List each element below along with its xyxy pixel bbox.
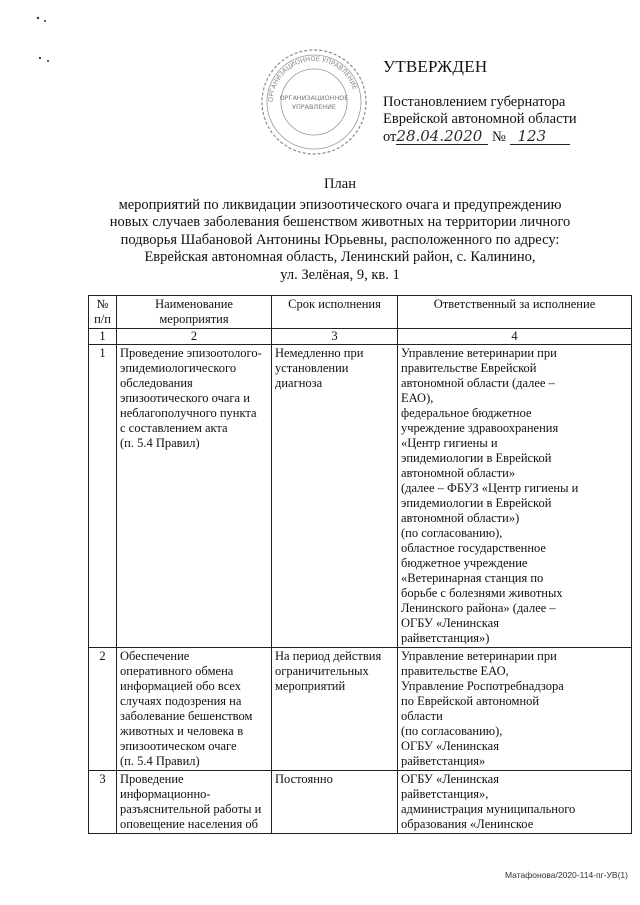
cell-line: правительстве ЕАО, xyxy=(401,664,509,678)
approval-date: 28.04.2020 xyxy=(396,129,488,145)
plan-title xyxy=(60,176,620,284)
col-number: 3 xyxy=(272,329,398,345)
cell-line: Управление ветеринарии при xyxy=(401,346,557,360)
column-number-row xyxy=(89,329,632,345)
title-line: ул. Зелёная, 9, кв. 1 xyxy=(280,266,400,283)
cell-line: На период действия xyxy=(275,649,382,663)
approval-block xyxy=(383,58,633,146)
col-number: 1 xyxy=(89,329,117,345)
row-name xyxy=(117,771,272,834)
from-label: от xyxy=(383,129,397,145)
row-deadline xyxy=(272,771,398,834)
header-name-line: мероприятия xyxy=(159,312,229,326)
title-line: мероприятий по ликвидации эпизоотического очага и предупреждению xyxy=(118,196,562,213)
row-deadline xyxy=(272,345,398,648)
cell-line: (п. 5.4 Правил) xyxy=(120,754,200,768)
cell-line: райветстанция» xyxy=(401,754,486,768)
cell-line: областное государственное xyxy=(401,541,546,555)
cell-line: эпидемиологии в Еврейской xyxy=(401,496,552,510)
row-number: 3 xyxy=(89,771,117,834)
row-number: 1 xyxy=(89,345,117,648)
row-number: 2 xyxy=(89,648,117,771)
title-line: новых случаев заболевания бешенством животных на территории личного xyxy=(109,214,571,230)
cell-line: эпизоотическом очаге xyxy=(120,739,237,753)
cell-line: «Ветеринарная станция по xyxy=(401,571,544,585)
cell-line: бюджетное учреждение xyxy=(401,556,528,570)
cell-line: Обеспечение xyxy=(120,649,190,663)
approval-date-line xyxy=(383,129,633,146)
table-row xyxy=(89,771,632,834)
cell-line: по Еврейской автономной xyxy=(401,694,540,708)
cell-line: диагноза xyxy=(275,376,323,390)
row-responsible xyxy=(398,648,632,771)
cell-line: «Центр гигиены и xyxy=(401,436,498,450)
cell-line: автономной области» xyxy=(401,466,516,480)
cell-line: автономной области (далее – xyxy=(401,376,555,390)
row-name xyxy=(117,345,272,648)
cell-line: неблагополучного пункта xyxy=(120,406,257,420)
stamp-center-line1: ОРГАНИЗАЦИОННОЕ xyxy=(279,94,349,102)
cell-line: (по согласованию), xyxy=(401,724,503,738)
cell-line: райветстанция») xyxy=(401,631,490,645)
cell-line: с составлением акта xyxy=(120,421,228,435)
cell-line: оповещение населения об xyxy=(120,817,258,831)
cell-line: Немедленно при xyxy=(275,346,364,360)
cell-line: информационно- xyxy=(120,787,211,801)
cell-line: оперативного обмена xyxy=(120,664,234,678)
cell-line: информацией обо всех xyxy=(120,679,242,693)
row-responsible xyxy=(398,771,632,834)
header-num-line: № xyxy=(96,297,109,311)
header-responsible: Ответственный за исполнение xyxy=(398,296,632,329)
header-deadline: Срок исполнения xyxy=(272,296,398,329)
table-row xyxy=(89,648,632,771)
cell-line: Постоянно xyxy=(275,772,333,786)
cell-line: борьбе с болезнями животных xyxy=(401,586,563,600)
col-number: 2 xyxy=(117,329,272,345)
cell-line: эпидемиологического xyxy=(120,361,237,375)
cell-line: мероприятий xyxy=(275,679,346,693)
cell-line: эпизоотического очага и xyxy=(120,391,250,405)
cell-line: Управление ветеринарии при xyxy=(401,649,557,663)
header-name xyxy=(117,296,272,329)
cell-line: области xyxy=(401,709,443,723)
row-responsible xyxy=(398,345,632,648)
cell-line: Управление Роспотребнадзора xyxy=(401,679,564,693)
plan-heading: План xyxy=(324,176,356,192)
stamp-ring-text: ОРГАНИЗАЦИОННОЕ УПРАВЛЕНИЕ xyxy=(266,54,359,103)
row-deadline xyxy=(272,648,398,771)
cell-line: установлении xyxy=(275,361,349,375)
cell-line: администрация муниципального xyxy=(401,802,576,816)
cell-line: (по согласованию), xyxy=(401,526,503,540)
cell-line: ЕАО), xyxy=(401,391,434,405)
approval-number: 123 xyxy=(510,129,570,145)
table-row xyxy=(89,345,632,648)
cell-line: обследования xyxy=(120,376,193,390)
measures-table xyxy=(88,295,632,834)
cell-line: райветстанция», xyxy=(401,787,489,801)
cell-line: эпидемиологии в Еврейской xyxy=(401,451,552,465)
cell-line: ОГБУ «Ленинская xyxy=(401,772,499,786)
title-line: подворья Шабановой Антонины Юрьевны, расположенного по адресу: xyxy=(120,231,560,248)
row-name xyxy=(117,648,272,771)
cell-line: (далее – ФБУЗ «Центр гигиены и xyxy=(401,481,579,495)
cell-line: автономной области») xyxy=(401,511,520,525)
cell-line: Ленинского района» (далее – xyxy=(401,601,556,615)
title-line: Еврейская автономная область, Ленинский район, с. Калинино, xyxy=(144,249,536,265)
approval-line1: Постановлением губернатора xyxy=(383,94,566,110)
cell-line: федеральное бюджетное xyxy=(401,406,532,420)
approval-line2: Еврейской автономной области xyxy=(383,111,577,127)
stamp-center-line2: УПРАВЛЕНИЕ xyxy=(292,103,336,111)
cell-line: Проведение эпизоотолого- xyxy=(120,346,262,360)
scan-specks xyxy=(0,0,80,80)
table-header-row xyxy=(89,296,632,329)
number-label: № xyxy=(492,129,506,145)
cell-line: ОГБУ «Ленинская xyxy=(401,616,499,630)
cell-line: заболевание бешенством xyxy=(120,709,253,723)
cell-line: учреждение здравоохранения xyxy=(401,421,559,435)
cell-line: правительстве Еврейской xyxy=(401,361,537,375)
header-num xyxy=(89,296,117,329)
header-name-line: Наименование xyxy=(155,297,233,311)
header-num-line: п/п xyxy=(94,312,111,326)
cell-line: разъяснительной работы и xyxy=(120,802,262,816)
cell-line: ограничительных xyxy=(275,664,369,678)
cell-line: животных и человека в xyxy=(120,724,244,738)
cell-line: (п. 5.4 Правил) xyxy=(120,436,200,450)
cell-line: ОГБУ «Ленинская xyxy=(401,739,499,753)
cell-line: случаях подозрения на xyxy=(120,694,242,708)
cell-line: образования «Ленинское xyxy=(401,817,534,831)
approval-heading: УТВЕРЖДЕН xyxy=(383,57,488,76)
official-stamp xyxy=(258,46,370,158)
document-footer-code: Матафонова/2020-114-пг-УВ(1) xyxy=(504,870,628,880)
col-number: 4 xyxy=(398,329,632,345)
cell-line: Проведение xyxy=(120,772,184,786)
